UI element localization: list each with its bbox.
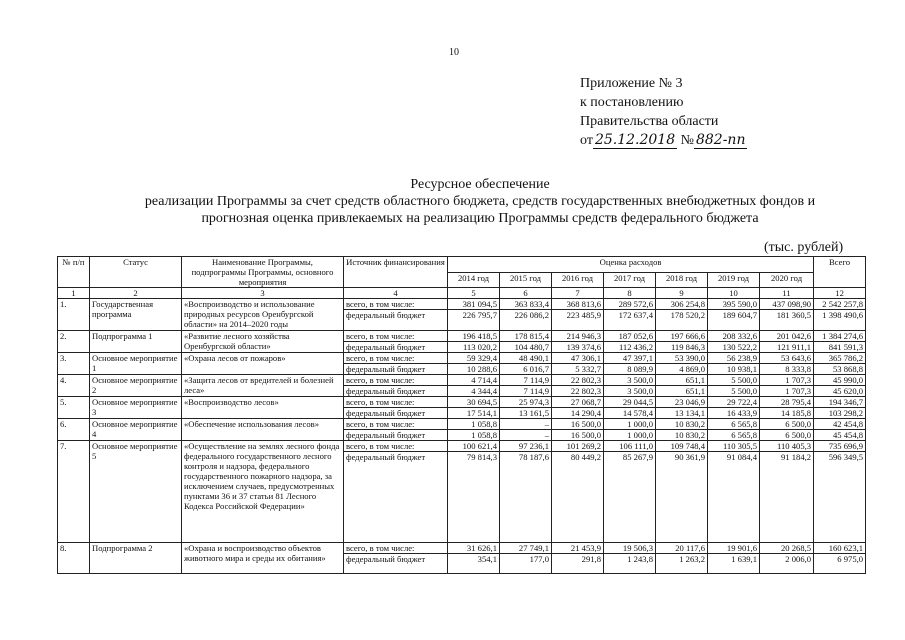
value-cell: 20 117,6 [656, 543, 708, 554]
value-cell: 104 480,7 [500, 342, 552, 353]
row-source: федеральный бюджет [344, 342, 448, 353]
table-row [58, 299, 866, 310]
value-cell: 10 830,2 [656, 430, 708, 441]
value-cell: 6 975,0 [814, 554, 866, 574]
value-cell: 17 514,1 [448, 408, 500, 419]
value-cell: 85 267,9 [604, 452, 656, 543]
value-cell: 79 814,3 [448, 452, 500, 543]
value-cell: 1 000,0 [604, 419, 656, 430]
value-cell: 2 542 257,8 [814, 299, 866, 310]
row-number: 7. [58, 441, 90, 543]
appendix-block [580, 74, 747, 150]
column-index-cell: 2 [90, 288, 182, 299]
row-source: всего, в том числе: [344, 299, 448, 310]
value-cell: 47 397,1 [604, 353, 656, 364]
value-cell: 1 263,2 [656, 554, 708, 574]
row-name: «Охрана и воспроизводство объектов животного мира и среды их обитания» [182, 543, 344, 574]
value-cell: 1 058,8 [448, 419, 500, 430]
value-cell: 6 565,8 [708, 430, 760, 441]
value-cell: 194 346,7 [814, 397, 866, 408]
row-source: федеральный бюджет [344, 386, 448, 397]
value-cell: 53 390,0 [656, 353, 708, 364]
header-source: Источник финансирования [344, 257, 448, 288]
handwritten-date: 25.12.2018 [594, 132, 676, 148]
row-number: 3. [58, 353, 90, 375]
value-cell: 13 134,1 [656, 408, 708, 419]
value-cell: 47 306,1 [552, 353, 604, 364]
value-cell: 113 020,2 [448, 342, 500, 353]
row-number: 4. [58, 375, 90, 397]
value-cell: 110 405,3 [760, 441, 814, 452]
value-cell: 45 454,8 [814, 430, 866, 441]
value-cell: 4 869,0 [656, 364, 708, 375]
value-cell: 19 901,6 [708, 543, 760, 554]
value-cell: 30 694,5 [448, 397, 500, 408]
value-cell: 437 098,90 [760, 299, 814, 310]
value-cell: 196 418,5 [448, 331, 500, 342]
value-cell: 177,0 [500, 554, 552, 574]
row-status: Основное мероприятие 1 [90, 353, 182, 375]
value-cell: 22 802,3 [552, 386, 604, 397]
value-cell: 29 044,5 [604, 397, 656, 408]
row-status: Подпрограмма 1 [90, 331, 182, 353]
row-status: Основное мероприятие 2 [90, 375, 182, 397]
value-cell: 130 522,2 [708, 342, 760, 353]
title-line-3: прогнозная оценка привлекаемых на реализацию Программы средств федерального бюджета [201, 211, 759, 226]
row-number: 6. [58, 419, 90, 441]
handwritten-number: 882-пп [695, 132, 746, 148]
row-source: федеральный бюджет [344, 430, 448, 441]
header-year: 2014 год [448, 272, 500, 288]
row-name: «Защита лесов от вредителей и болезней леса» [182, 375, 344, 397]
value-cell: 6 565,8 [708, 419, 760, 430]
resource-table [57, 256, 866, 574]
value-cell: 354,1 [448, 554, 500, 574]
value-cell: 21 453,9 [552, 543, 604, 554]
value-cell: 23 046,9 [656, 397, 708, 408]
value-cell: 208 332,6 [708, 331, 760, 342]
value-cell: 91 184,2 [760, 452, 814, 543]
value-cell: 56 238,9 [708, 353, 760, 364]
value-cell: 363 833,4 [500, 299, 552, 310]
value-cell: 6 500,0 [760, 430, 814, 441]
row-status: Подпрограмма 2 [90, 543, 182, 574]
value-cell: 139 374,6 [552, 342, 604, 353]
title-line-2: реализации Программы за счет средств областного бюджета, средств государственных внебюджетных фондов и [144, 194, 816, 209]
row-source: федеральный бюджет [344, 364, 448, 375]
value-cell: 1 707,3 [760, 386, 814, 397]
row-number: 2. [58, 331, 90, 353]
value-cell: 1 384 274,6 [814, 331, 866, 342]
value-cell: 189 604,7 [708, 310, 760, 331]
table-row [58, 397, 866, 408]
value-cell: 27 068,7 [552, 397, 604, 408]
row-source: федеральный бюджет [344, 452, 448, 543]
table-row [58, 441, 866, 452]
value-cell: 13 161,5 [500, 408, 552, 419]
value-cell: 19 506,3 [604, 543, 656, 554]
value-cell: 735 696,9 [814, 441, 866, 452]
value-cell: 160 623,1 [814, 543, 866, 554]
value-cell: 10 938,1 [708, 364, 760, 375]
header-name: Наименование Программы, подпрограммы Программы, основного мероприятия [182, 257, 344, 288]
value-cell: 103 298,2 [814, 408, 866, 419]
value-cell: 368 813,6 [552, 299, 604, 310]
column-index-cell: 1 [58, 288, 90, 299]
value-cell: 16 500,0 [552, 419, 604, 430]
row-source: всего, в том числе: [344, 397, 448, 408]
column-index-cell: 3 [182, 288, 344, 299]
table-row [58, 419, 866, 430]
appendix-line-3: Правительства области [580, 114, 719, 129]
number-label: № [680, 133, 694, 148]
column-index-cell: 8 [604, 288, 656, 299]
value-cell: 1 398 490,6 [814, 310, 866, 331]
value-cell: 42 454,8 [814, 419, 866, 430]
header-year: 2019 год [708, 272, 760, 288]
value-cell: 4 344,4 [448, 386, 500, 397]
row-number: 1. [58, 299, 90, 331]
value-cell: 289 572,6 [604, 299, 656, 310]
value-cell: 181 360,5 [760, 310, 814, 331]
value-cell: 4 714,4 [448, 375, 500, 386]
value-cell: 45 620,0 [814, 386, 866, 397]
row-source: всего, в том числе: [344, 543, 448, 554]
value-cell: 31 626,1 [448, 543, 500, 554]
value-cell: 1 639,1 [708, 554, 760, 574]
value-cell: 172 637,4 [604, 310, 656, 331]
value-cell: 5 332,7 [552, 364, 604, 375]
value-cell: 14 290,4 [552, 408, 604, 419]
value-cell: 223 485,9 [552, 310, 604, 331]
value-cell: 651,1 [656, 375, 708, 386]
column-index-cell: 12 [814, 288, 866, 299]
value-cell: 29 722,4 [708, 397, 760, 408]
value-cell: 110 305,5 [708, 441, 760, 452]
header-status: Статус [90, 257, 182, 288]
value-cell: 5 500,0 [708, 386, 760, 397]
row-status: Основное мероприятие 3 [90, 397, 182, 419]
value-cell: 10 288,6 [448, 364, 500, 375]
value-cell: 7 114,9 [500, 375, 552, 386]
value-cell: 80 449,2 [552, 452, 604, 543]
header-year: 2017 год [604, 272, 656, 288]
value-cell: 3 500,0 [604, 386, 656, 397]
value-cell: 90 361,9 [656, 452, 708, 543]
value-cell: 365 786,2 [814, 353, 866, 364]
value-cell: 1 707,3 [760, 375, 814, 386]
value-cell: 291,8 [552, 554, 604, 574]
value-cell: 14 578,4 [604, 408, 656, 419]
value-cell: 306 254,8 [656, 299, 708, 310]
value-cell: 178 815,4 [500, 331, 552, 342]
value-cell: 53 868,8 [814, 364, 866, 375]
value-cell: 841 591,3 [814, 342, 866, 353]
value-cell: 106 111,0 [604, 441, 656, 452]
value-cell: 6 016,7 [500, 364, 552, 375]
table-row [58, 375, 866, 386]
value-cell: 119 846,3 [656, 342, 708, 353]
units-label: (тыс. рублей) [764, 240, 844, 255]
value-cell: – [500, 419, 552, 430]
header-year: 2020 год [760, 272, 814, 288]
column-index-row [58, 288, 866, 299]
value-cell: 91 084,4 [708, 452, 760, 543]
table-row [58, 353, 866, 364]
header-estimate: Оценка расходов [448, 257, 814, 273]
row-name: «Воспроизводство и использование природных ресурсов Оренбургской области» на 2014–2020 годы [182, 299, 344, 331]
value-cell: 100 621,4 [448, 441, 500, 452]
value-cell: 2 006,0 [760, 554, 814, 574]
value-cell: 16 500,0 [552, 430, 604, 441]
value-cell: 10 830,2 [656, 419, 708, 430]
column-index-cell: 11 [760, 288, 814, 299]
value-cell: 121 911,1 [760, 342, 814, 353]
appendix-line-1: Приложение № 3 [580, 76, 683, 91]
value-cell: 187 052,6 [604, 331, 656, 342]
value-cell: 22 802,3 [552, 375, 604, 386]
row-source: федеральный бюджет [344, 408, 448, 419]
value-cell: 1 058,8 [448, 430, 500, 441]
column-index-cell: 9 [656, 288, 708, 299]
document-title [80, 176, 880, 227]
column-index-cell: 6 [500, 288, 552, 299]
value-cell: 27 749,1 [500, 543, 552, 554]
value-cell: 197 666,6 [656, 331, 708, 342]
row-source: федеральный бюджет [344, 554, 448, 574]
row-source: всего, в том числе: [344, 331, 448, 342]
row-source: всего, в том числе: [344, 441, 448, 452]
header-year: 2015 год [500, 272, 552, 288]
from-label: от [580, 133, 593, 148]
row-name: «Осуществление на землях лесного фонда федерального государственного лесного контроля и надзора, федерального государственного пожарного надзора, за исключением случаев, предусмотренных пунктами 36 и 37 статьи 81 Лесного Кодекса Российской Федерации» [182, 441, 344, 543]
title-line-1: Ресурсное обеспечение [410, 177, 550, 192]
row-status: Основное мероприятие 4 [90, 419, 182, 441]
header-total: Всего [814, 257, 866, 288]
value-cell: 78 187,6 [500, 452, 552, 543]
value-cell: 101 269,2 [552, 441, 604, 452]
value-cell: 7 114,9 [500, 386, 552, 397]
value-cell: 109 748,4 [656, 441, 708, 452]
value-cell: 178 520,2 [656, 310, 708, 331]
value-cell: 45 990,0 [814, 375, 866, 386]
value-cell: 8 089,9 [604, 364, 656, 375]
value-cell: 25 974,3 [500, 397, 552, 408]
row-status: Основное мероприятие 5 [90, 441, 182, 543]
row-source: всего, в том числе: [344, 353, 448, 364]
header-year: 2016 год [552, 272, 604, 288]
value-cell: 201 042,6 [760, 331, 814, 342]
value-cell: 1 000,0 [604, 430, 656, 441]
page-number: 10 [449, 47, 459, 58]
column-index-cell: 5 [448, 288, 500, 299]
value-cell: 53 643,6 [760, 353, 814, 364]
value-cell: 112 436,2 [604, 342, 656, 353]
value-cell: 596 349,5 [814, 452, 866, 543]
table-body [58, 288, 866, 574]
value-cell: 28 795,4 [760, 397, 814, 408]
value-cell: 20 268,5 [760, 543, 814, 554]
value-cell: 226 086,2 [500, 310, 552, 331]
table-row [58, 543, 866, 554]
header-num: № п/п [58, 257, 90, 288]
row-source: всего, в том числе: [344, 375, 448, 386]
row-status: Государственная программа [90, 299, 182, 331]
column-index-cell: 7 [552, 288, 604, 299]
value-cell: 651,1 [656, 386, 708, 397]
appendix-date-line [580, 131, 747, 150]
value-cell: 3 500,0 [604, 375, 656, 386]
column-index-cell: 4 [344, 288, 448, 299]
table-row [58, 331, 866, 342]
row-name: «Охрана лесов от пожаров» [182, 353, 344, 375]
value-cell: 59 329,4 [448, 353, 500, 364]
value-cell: 97 236,1 [500, 441, 552, 452]
appendix-line-2: к постановлению [580, 95, 684, 110]
column-index-cell: 10 [708, 288, 760, 299]
value-cell: 226 795,7 [448, 310, 500, 331]
value-cell: – [500, 430, 552, 441]
row-source: всего, в том числе: [344, 419, 448, 430]
value-cell: 48 490,1 [500, 353, 552, 364]
value-cell: 214 946,3 [552, 331, 604, 342]
row-source: федеральный бюджет [344, 310, 448, 331]
value-cell: 381 094,5 [448, 299, 500, 310]
value-cell: 395 590,0 [708, 299, 760, 310]
row-number: 5. [58, 397, 90, 419]
row-name: «Обеспечение использования лесов» [182, 419, 344, 441]
value-cell: 6 500,0 [760, 419, 814, 430]
value-cell: 8 333,8 [760, 364, 814, 375]
row-name: «Воспроизводство лесов» [182, 397, 344, 419]
value-cell: 14 185,8 [760, 408, 814, 419]
header-year: 2018 год [656, 272, 708, 288]
value-cell: 5 500,0 [708, 375, 760, 386]
row-number: 8. [58, 543, 90, 574]
row-name: «Развитие лесного хозяйства Оренбургской области» [182, 331, 344, 353]
value-cell: 16 433,9 [708, 408, 760, 419]
value-cell: 1 243,8 [604, 554, 656, 574]
